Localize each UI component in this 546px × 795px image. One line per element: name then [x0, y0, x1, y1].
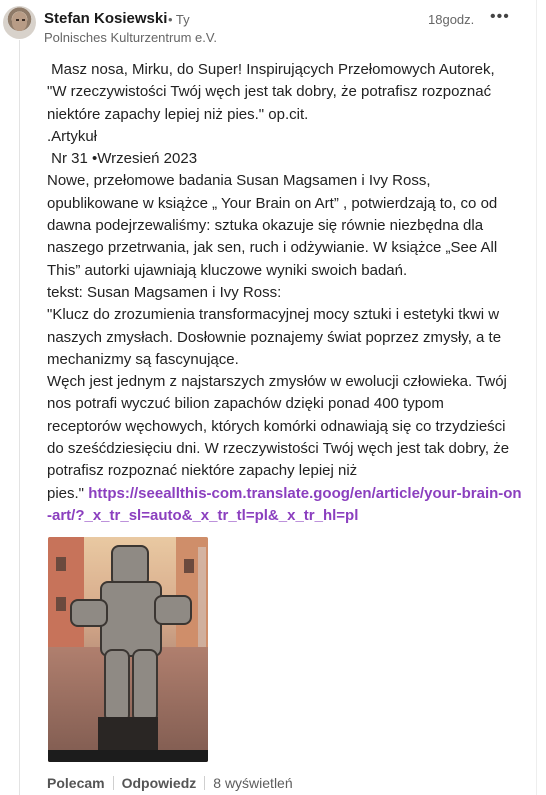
text-line: "Klucz do zrozumienia transformacyjnej mocy sztuki i estetyki tkwi w naszych zmysłach. Dosłownie poznajemy świat poprzez zmysły, a te mechanizmy są fascynujące.	[47, 306, 506, 368]
divider	[204, 776, 205, 790]
timestamp[interactable]: 18godz.	[428, 12, 475, 27]
sculpture-arm-left	[70, 599, 108, 627]
text-line: tekst: Susan Magsamen i Ivy Ross:	[47, 283, 282, 301]
like-button[interactable]: Polecam	[47, 775, 105, 791]
reply-button[interactable]: Odpowiedz	[121, 775, 197, 791]
photo-window	[56, 597, 66, 611]
comment-text	[47, 59, 522, 527]
sculpture-arm-right	[154, 595, 192, 625]
views-count: 8 wyświetleń	[213, 775, 293, 791]
photo-building-left	[48, 537, 84, 657]
text-line-last	[47, 483, 522, 528]
sculpture-leg-right	[132, 649, 158, 723]
article-link[interactable]: https://seeallthis-com.translate.goog/en/article/your-brain-on-art/?_x_tr_sl=auto&_x_tr_tl=pl&_x_tr_hl=pl	[47, 484, 522, 524]
photo-window	[56, 557, 66, 571]
photo-pedestal	[98, 717, 158, 751]
avatar[interactable]	[3, 6, 36, 39]
photo-caption-strip	[198, 547, 206, 647]
thread-line	[19, 40, 20, 795]
post-header	[2, 4, 546, 48]
text-line: Węch jest jednym z najstarszych zmysłów w ewolucji człowieka. Twój nos potrafi wyczuć bilion zapachów dzięki ponad 400 typom receptorów węchowych, których komórki odnawiają się co trzydzieści do sześćdziesięciu dni. W rzeczywistości Twój węch jest tak dobry, że potrafisz rozpoznać niektóre zapachy lepiej niż	[47, 373, 514, 480]
sculpture-body	[100, 581, 162, 657]
text-line: "W rzeczywistości Twój węch jest tak dobry, że potrafisz rozpoznać niektóre zapachy lepiej niż pies." op.cit.	[47, 83, 496, 123]
text-line: .Artykuł	[47, 127, 98, 145]
text-line: Nr 31 •Wrzesień 2023	[47, 150, 198, 168]
sculpture-leg-left	[104, 649, 130, 723]
divider	[113, 776, 114, 790]
text-line: Nowe, przełomowe badania Susan Magsamen i Ivy Ross, opublikowane w książce „ Your Brain on Art” , potwierdzają to, co od dawna podejrzewaliśmy: sztuka okazuje się równie niezbędna dla naszego przetrwania, jak sen, ruch i odżywianie. W książce „See All This” autorki ujawniają kluczowe wyniki swoich badań.	[47, 172, 502, 279]
author-name[interactable]: Stefan Kosiewski	[44, 10, 168, 27]
right-divider	[536, 0, 537, 795]
photo-window	[184, 559, 194, 573]
sculpture-photo[interactable]	[48, 537, 208, 762]
text-line: Masz nosa, Mirku, do Super! Inspirujących Przełomowych Autorek,	[47, 61, 495, 78]
author-organization: Polnisches Kulturzentrum e.V.	[44, 30, 217, 45]
more-options-icon[interactable]: •••	[490, 8, 510, 25]
relation-label: • Ty	[168, 12, 190, 27]
photo-footer-bar	[48, 750, 208, 762]
text-prefix: pies."	[47, 484, 89, 502]
post-actions	[47, 775, 293, 791]
